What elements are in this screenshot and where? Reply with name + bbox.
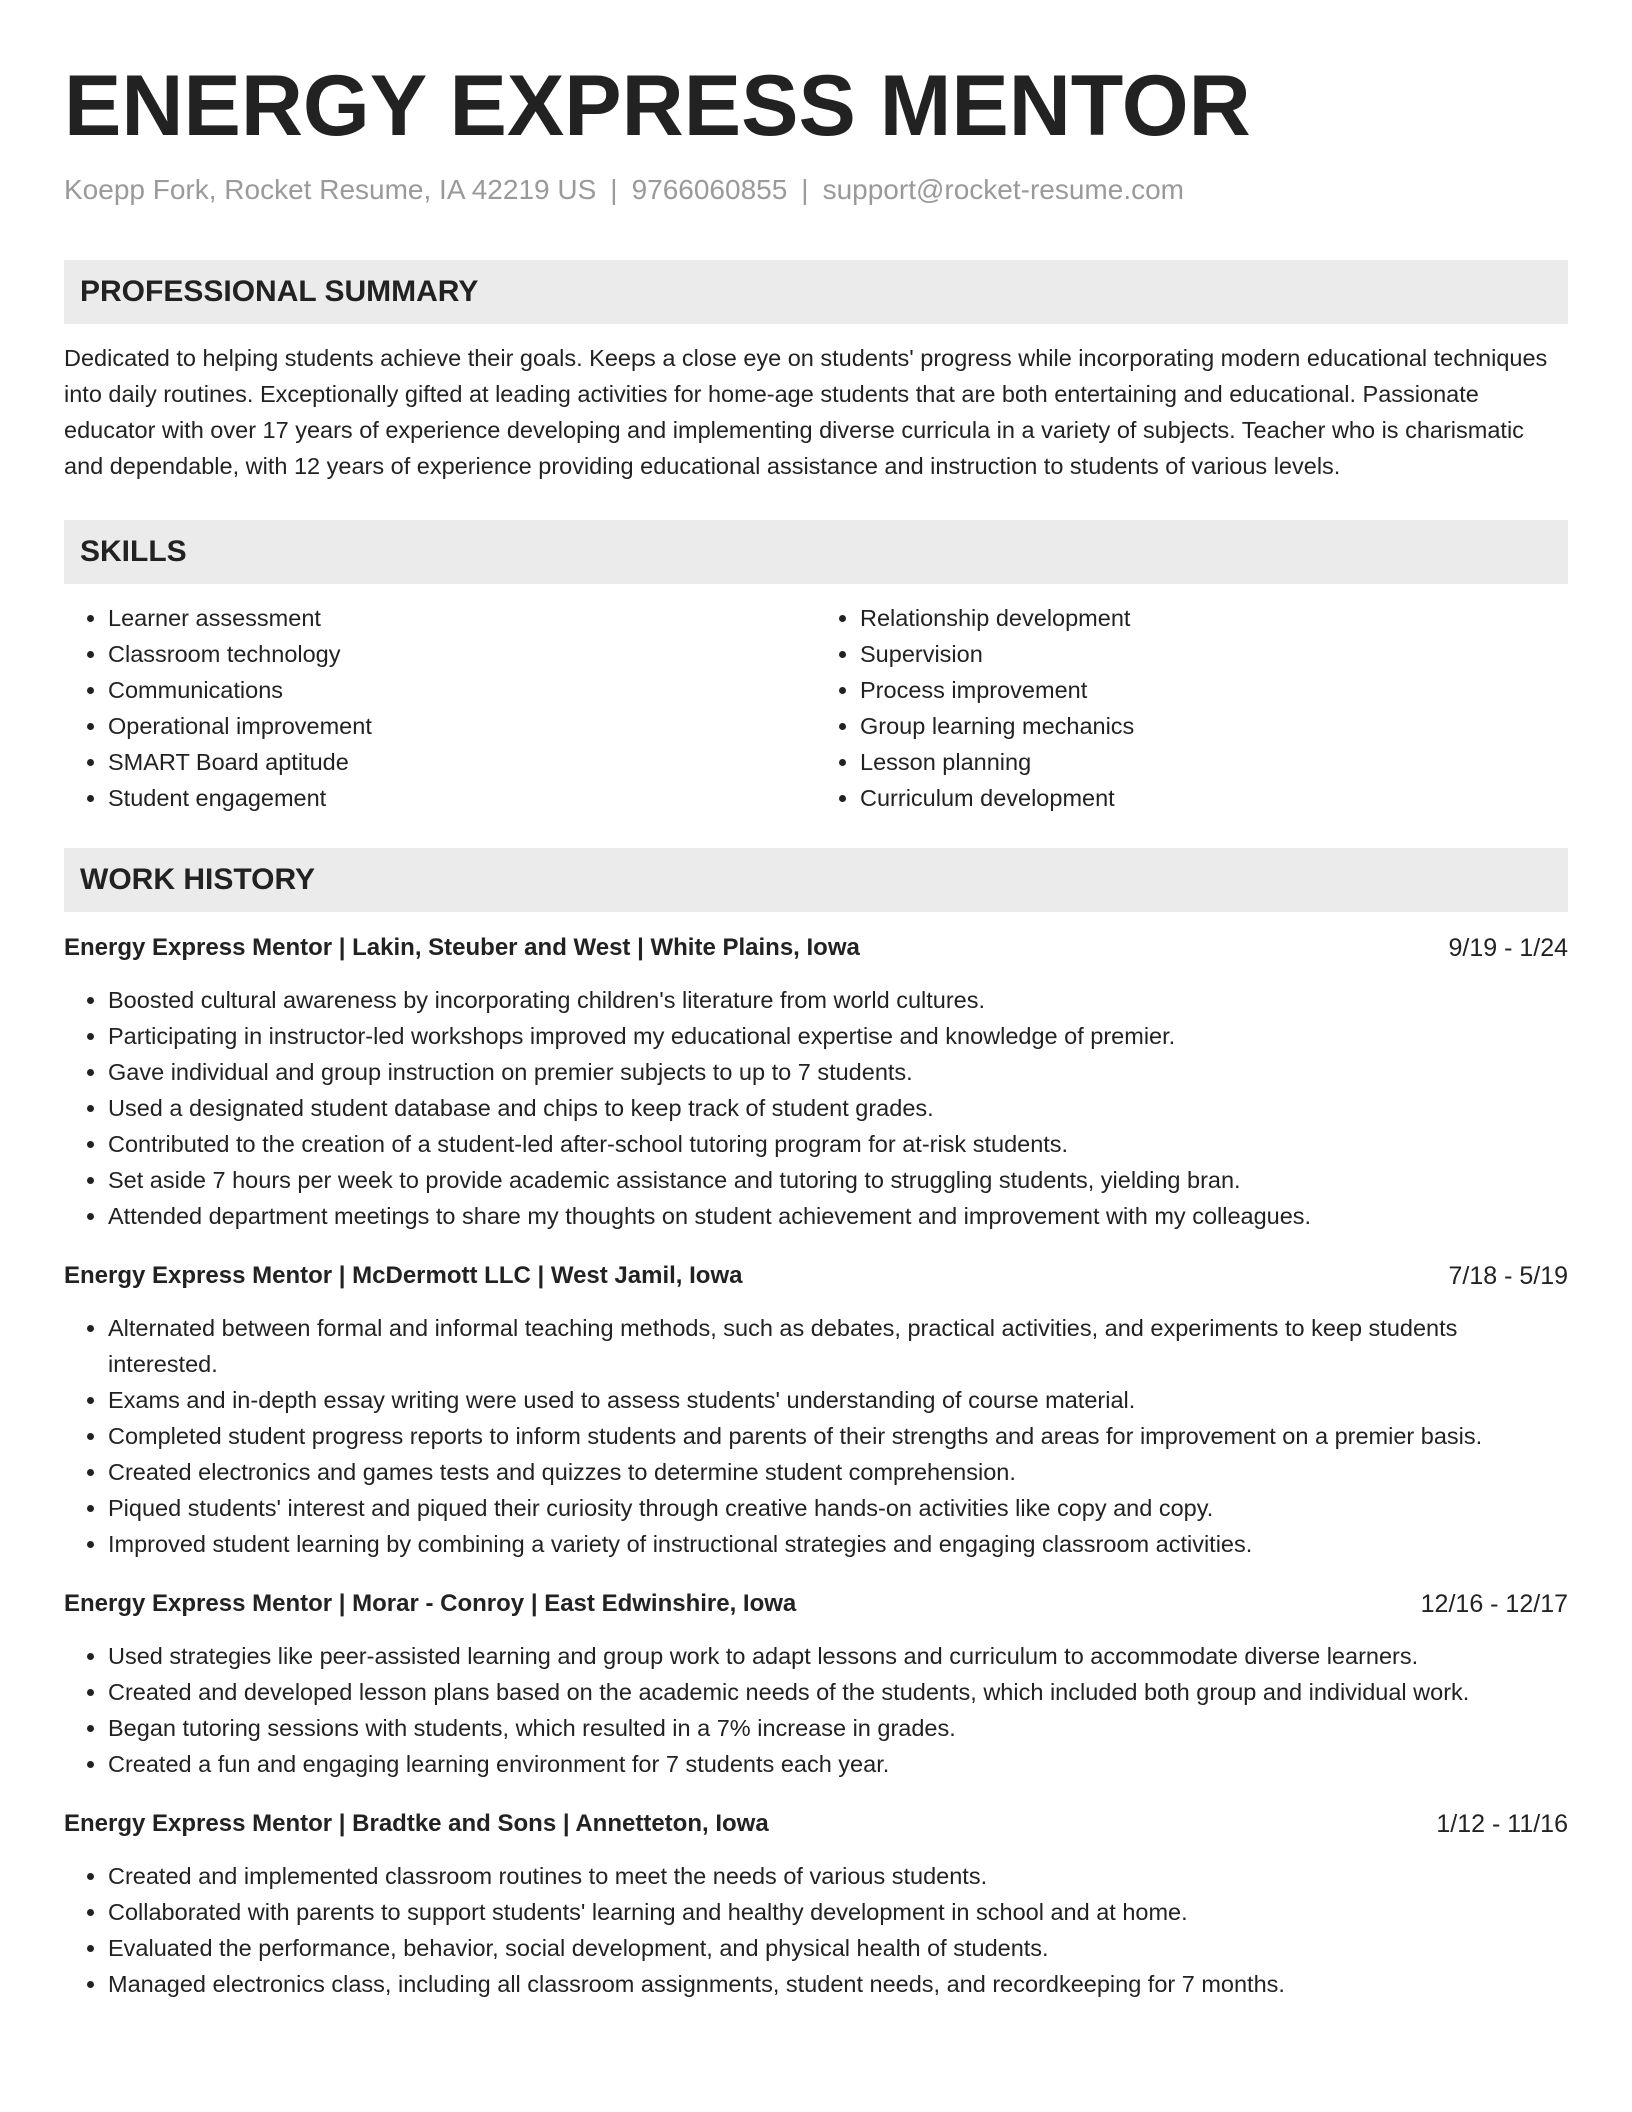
section-header-skills: SKILLS xyxy=(64,520,1568,584)
skill-item: • Lesson planning xyxy=(860,744,1568,780)
job-bullets xyxy=(64,1638,1568,1782)
job-bullets xyxy=(64,1858,1568,2002)
skill-item: • Curriculum development xyxy=(860,780,1568,816)
job-bullet: • Boosted cultural awareness by incorporating children's literature from world cultures. xyxy=(108,982,1568,1018)
job-entry xyxy=(64,1586,1568,1782)
contact-separator: | xyxy=(801,174,809,205)
skill-item: • Student engagement xyxy=(108,780,816,816)
contact-phone: 9766060855 xyxy=(631,174,788,205)
contact-line xyxy=(64,172,1568,208)
job-bullets xyxy=(64,1310,1568,1562)
skill-item: • Relationship development xyxy=(860,600,1568,636)
job-heading-row xyxy=(64,1806,1568,1842)
job-title: Energy Express Mentor | Lakin, Steuber and West | White Plains, Iowa xyxy=(64,934,860,961)
job-title: Energy Express Mentor | Bradtke and Sons | Annetteton, Iowa xyxy=(64,1810,769,1837)
contact-address: Koepp Fork, Rocket Resume, IA 42219 US xyxy=(64,174,597,205)
job-bullet: • Collaborated with parents to support students' learning and healthy development in school and at home. xyxy=(108,1894,1568,1930)
job-entry xyxy=(64,1806,1568,2002)
job-bullet: • Contributed to the creation of a student-led after-school tutoring program for at-risk students. xyxy=(108,1126,1568,1162)
job-bullet: • Used strategies like peer-assisted learning and group work to adapt lessons and curriculum to accommodate diverse learners. xyxy=(108,1638,1568,1674)
job-bullet: • Created electronics and games tests and quizzes to determine student comprehension. xyxy=(108,1454,1568,1490)
job-bullet: • Began tutoring sessions with students, which resulted in a 7% increase in grades. xyxy=(108,1710,1568,1746)
job-bullet: • Alternated between formal and informal teaching methods, such as debates, practical activities, and experiments to keep students interested. xyxy=(108,1310,1568,1382)
job-bullet: • Set aside 7 hours per week to provide academic assistance and tutoring to struggling students, yielding bran. xyxy=(108,1162,1568,1198)
skill-item: • Classroom technology xyxy=(108,636,816,672)
section-header-summary: PROFESSIONAL SUMMARY xyxy=(64,260,1568,324)
job-bullet: • Evaluated the performance, behavior, social development, and physical health of students. xyxy=(108,1930,1568,1966)
skills-column-left xyxy=(64,600,816,816)
skill-item: • Supervision xyxy=(860,636,1568,672)
job-bullet: • Participating in instructor-led workshops improved my educational expertise and knowledge of premier. xyxy=(108,1018,1568,1054)
job-heading-row xyxy=(64,1586,1568,1622)
candidate-name: ENERGY EXPRESS MENTOR xyxy=(64,58,1251,154)
job-bullet: • Completed student progress reports to inform students and parents of their strengths and areas for improvement on a premier basis. xyxy=(108,1418,1568,1454)
job-bullet: • Created and implemented classroom routines to meet the needs of various students. xyxy=(108,1858,1568,1894)
skill-item: • Process improvement xyxy=(860,672,1568,708)
job-entry xyxy=(64,1258,1568,1562)
job-bullet: • Improved student learning by combining a variety of instructional strategies and engaging classroom activities. xyxy=(108,1526,1568,1562)
summary-text: Dedicated to helping students achieve their goals. Keeps a close eye on students' progress while incorporating modern educational techniques into daily routines. Exceptionally gifted at leading activities for home-age students that are both entertaining and educational. Passionate educator with over 17 years of experience developing and implementing diverse curricula in a variety of subjects. Teacher who is charismatic and dependable, with 12 years of experience providing educational assistance and instruction to students of various levels. xyxy=(64,345,1548,479)
skill-item: • SMART Board aptitude xyxy=(108,744,816,780)
job-dates: 1/12 - 11/16 xyxy=(1436,1810,1568,1838)
skill-item: • Learner assessment xyxy=(108,600,816,636)
job-bullet: • Managed electronics class, including all classroom assignments, student needs, and recordkeeping for 7 months. xyxy=(108,1966,1568,2002)
job-title: Energy Express Mentor | Morar - Conroy | East Edwinshire, Iowa xyxy=(64,1590,797,1617)
skill-item: • Group learning mechanics xyxy=(860,708,1568,744)
skills-column-right xyxy=(816,600,1568,816)
job-bullet: • Used a designated student database and chips to keep track of student grades. xyxy=(108,1090,1568,1126)
job-dates: 7/18 - 5/19 xyxy=(1448,1262,1568,1290)
job-entry xyxy=(64,930,1568,1234)
skill-item: • Communications xyxy=(108,672,816,708)
job-bullet: • Gave individual and group instruction on premier subjects to up to 7 students. xyxy=(108,1054,1568,1090)
job-title: Energy Express Mentor | McDermott LLC | West Jamil, Iowa xyxy=(64,1262,743,1289)
job-bullet: • Created a fun and engaging learning environment for 7 students each year. xyxy=(108,1746,1568,1782)
job-heading-row xyxy=(64,930,1568,966)
job-bullet: • Created and developed lesson plans based on the academic needs of the students, which included both group and individual work. xyxy=(108,1674,1568,1710)
contact-email: support@rocket-resume.com xyxy=(822,174,1185,205)
job-bullet: • Exams and in-depth essay writing were used to assess students' understanding of course material. xyxy=(108,1382,1568,1418)
job-dates: 12/16 - 12/17 xyxy=(1420,1590,1568,1618)
job-bullet: • Piqued students' interest and piqued their curiosity through creative hands-on activities like copy and copy. xyxy=(108,1490,1568,1526)
job-bullet: • Attended department meetings to share my thoughts on student achievement and improvement with my colleagues. xyxy=(108,1198,1568,1234)
contact-separator: | xyxy=(610,174,618,205)
job-heading-row xyxy=(64,1258,1568,1294)
section-header-work-history: WORK HISTORY xyxy=(64,848,1568,912)
job-dates: 9/19 - 1/24 xyxy=(1448,934,1568,962)
skill-item: • Operational improvement xyxy=(108,708,816,744)
job-bullets xyxy=(64,982,1568,1234)
skills-list xyxy=(64,600,1568,816)
